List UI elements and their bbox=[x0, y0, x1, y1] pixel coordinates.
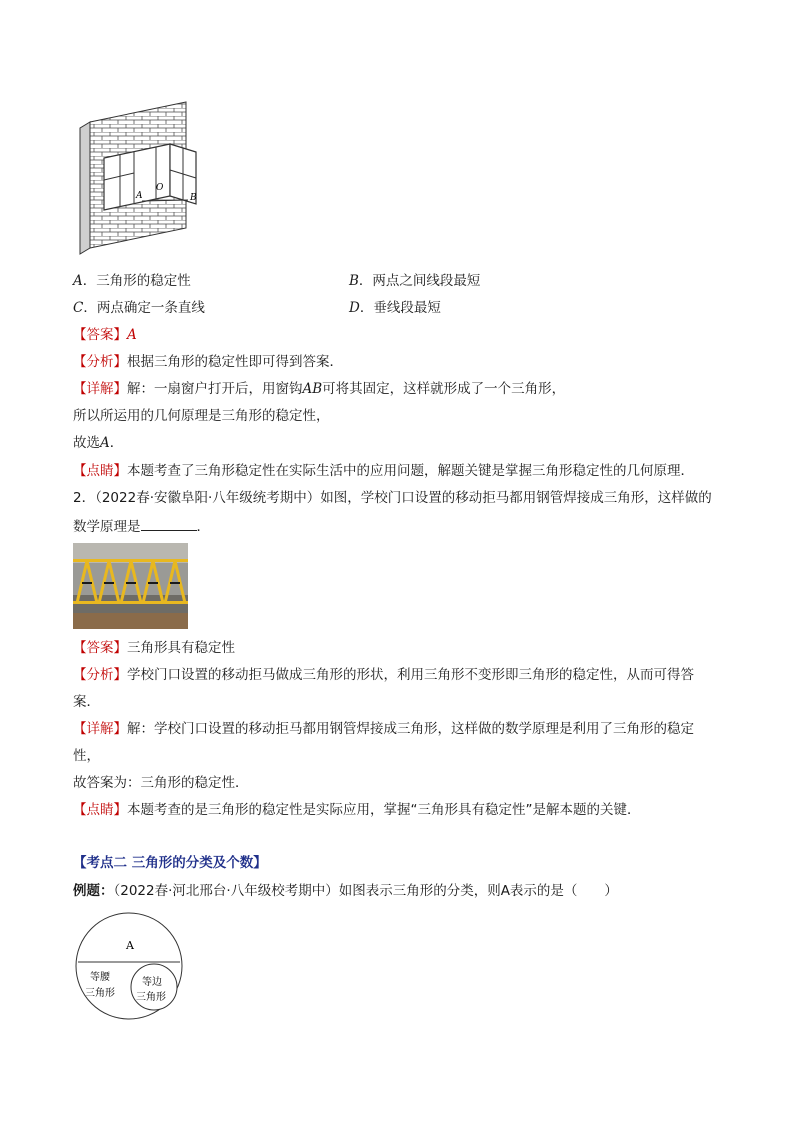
window-wall-figure bbox=[74, 100, 204, 256]
q1-answer: 【答案】A bbox=[73, 327, 137, 343]
q1-analysis: 【分析】根据三角形的稳定性即可得到答案． bbox=[73, 354, 343, 370]
diagram-isosceles-1: 等腰 bbox=[90, 972, 110, 983]
q1-comment: 【点睛】本题考查了三角形稳定性在实际生活中的应用问题，解题关键是掌握三角形稳定性的几何原理． bbox=[73, 463, 694, 479]
diagram-label-a: A bbox=[126, 939, 134, 952]
figure-label-a: A bbox=[136, 191, 143, 201]
q2-analysis-2: 案． bbox=[73, 694, 100, 710]
q2-answer: 【答案】三角形具有稳定性 bbox=[73, 640, 235, 656]
barricade-photo bbox=[73, 543, 188, 629]
answer-blank bbox=[141, 516, 197, 531]
q2-stem-1: 2．（2022春·安徽阜阳·八年级统考期中）如图，学校门口设置的移动拒马都用钢管焊接成三角形，这样做的 bbox=[73, 490, 712, 506]
option-b: B．两点之间线段最短 bbox=[349, 273, 481, 289]
figure-label-b: B bbox=[190, 193, 197, 203]
q2-detail-3: 故答案为：三角形的稳定性． bbox=[73, 775, 249, 791]
diagram-isosceles-2: 三角形 bbox=[85, 988, 115, 999]
q2-detail-1: 【详解】解：学校门口设置的移动拒马都用钢管焊接成三角形，这样做的数学原理是利用了三角形的稳定 bbox=[73, 721, 694, 737]
q2-analysis-1: 【分析】学校门口设置的移动拒马做成三角形的形状，利用三角形不变形即三角形的稳定性，从而可得答 bbox=[73, 667, 694, 683]
diagram-equilateral-1: 等边 bbox=[142, 977, 162, 988]
section-heading: 【考点二 三角形的分类及个数】 bbox=[73, 855, 267, 871]
q1-detail-2: 所以所运用的几何原理是三角形的稳定性， bbox=[73, 408, 330, 424]
option-a: A．三角形的稳定性 bbox=[73, 273, 191, 289]
example-question: 例题：（2022春·河北邢台·八年级校考期中）如图表示三角形的分类，则A表示的是（ ） bbox=[73, 883, 618, 899]
option-c: C．两点确定一条直线 bbox=[73, 300, 205, 316]
figure-label-o: O bbox=[156, 183, 164, 193]
triangle-classification-diagram bbox=[74, 911, 186, 1023]
diagram-equilateral-2: 三角形 bbox=[136, 992, 166, 1003]
q1-detail-1: 【详解】解：一扇窗户打开后，用窗钩AB可将其固定，这样就形成了一个三角形， bbox=[73, 381, 566, 397]
q1-detail-3: 故选A． bbox=[73, 435, 124, 451]
option-d: D．垂线段最短 bbox=[349, 300, 441, 316]
q2-comment: 【点睛】本题考查的是三角形的稳定性是实际应用，掌握“三角形具有稳定性”是解本题的关键． bbox=[73, 802, 641, 818]
q2-detail-2: 性， bbox=[73, 748, 100, 764]
q2-stem-2: 数学原理是 ． bbox=[73, 516, 210, 537]
